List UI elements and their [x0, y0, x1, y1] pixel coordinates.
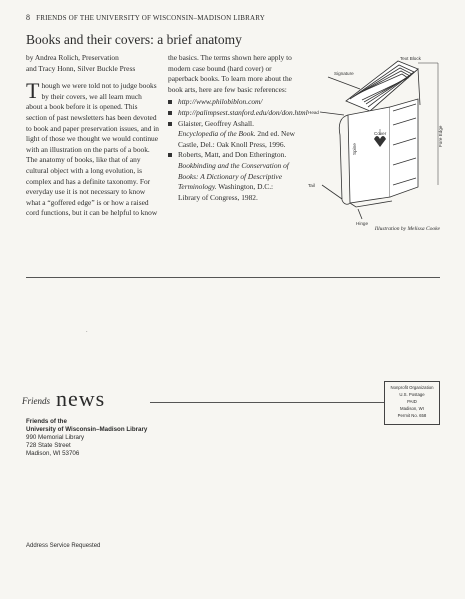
address-city: Madison, WI 53706 — [26, 450, 80, 457]
page-number: 8 — [26, 13, 31, 22]
ref4-rest: Washington, D.C.: Library of Congress, 1982. — [178, 182, 274, 202]
logo-friends-text: Friends — [22, 396, 50, 406]
ref4-title: Bookbinding and the Conservation of Books: A Dictionary of Descriptive Terminology. — [178, 160, 289, 192]
reference-link-2[interactable]: http://palimpsest.stanford.edu/don/don.html — [178, 107, 308, 117]
logo-rule — [150, 402, 384, 403]
section-divider — [26, 277, 440, 278]
postage-line: PAID — [407, 399, 417, 404]
book-anatomy-illustration — [300, 55, 450, 235]
label-spine: Spine — [352, 143, 357, 155]
logo-news-text: news — [56, 386, 106, 411]
reference-item — [168, 107, 308, 119]
ref3-rest: 2nd ed. New Castle, Del.: Oak Knoll Press, 1996. — [178, 129, 295, 149]
illustration-credit: Illustration by Melissa Cooke — [374, 226, 440, 232]
org-name-line-2: University of Wisconsin–Madison Library — [26, 426, 148, 433]
postage-line: U.S. Postage — [399, 392, 425, 397]
label-fore-edge: Fore Edge — [438, 125, 443, 147]
label-head: Head — [308, 110, 319, 115]
reference-link-1[interactable]: http://www.philobiblon.com/ — [178, 97, 263, 107]
reference-item — [168, 97, 295, 108]
article-title: Books and their covers: a brief anatomy — [26, 32, 242, 47]
byline-line-1: by Andrea Rolich, Preservation — [26, 53, 119, 62]
reference-item — [168, 150, 295, 203]
address-street-1: 990 Memorial Library — [26, 434, 85, 441]
article-column-2 — [168, 53, 308, 203]
postage-line: Nonprofit Organization — [390, 385, 434, 390]
reference-item — [168, 119, 295, 151]
return-address — [26, 418, 147, 458]
body-paragraph-1: hough we were told not to judge books by their covers, we all learn much about a book before it is opened. This section of past newsletters has been devoted to book and paper preservation issues, and in light of those we thought we would continue with an illustration on the parts of a book. The anatomy of books, like that of any cultural object with a long evolution, is complex and has a definite taxonomy. For everyday use it is not necessary to know what a “goffered edge” is or how a raised cord functions, but it can be helpful to know — [26, 81, 159, 218]
label-hinge: Hinge — [356, 221, 369, 226]
article-column-1 — [26, 53, 159, 219]
label-cover: Cover — [374, 131, 387, 136]
address-service-requested: Address Service Requested — [26, 543, 101, 549]
address-street-2: 728 State Street — [26, 442, 71, 449]
label-tail: Tail — [308, 183, 315, 188]
running-head-text: FRIENDS OF THE UNIVERSITY OF WISCONSIN–MADISON LIBRARY — [36, 14, 266, 22]
book-fore-edge — [390, 99, 418, 197]
label-text-block: Text Block — [400, 56, 421, 61]
ref3-author: Glaister, Geoffrey Ashall. — [178, 118, 254, 128]
label-signature: Signature — [334, 71, 354, 76]
postage-line: Madison, WI — [400, 406, 424, 411]
body-text-col1 — [26, 78, 159, 219]
postage-indicia — [384, 381, 440, 425]
ref3-title: Encyclopedia of the Book. — [178, 129, 256, 139]
drop-cap: T — [26, 78, 40, 104]
ref4-author: Roberts, Matt, and Don Etherington. — [178, 150, 287, 160]
org-name-line-1: Friends of the — [26, 418, 67, 425]
byline — [26, 53, 159, 74]
body-paragraph-2: the basics. The terms shown here apply to modern case bound (hard cover) or paperback books. To learn more about the book arts, here are few basic references: — [168, 53, 292, 94]
stray-mark: · — [86, 329, 88, 335]
references-list — [168, 97, 308, 203]
byline-line-2: and Tracy Honn, Silver Buckle Press — [26, 63, 136, 73]
postage-line: Permit No. 658 — [397, 413, 427, 418]
running-head — [26, 13, 265, 22]
